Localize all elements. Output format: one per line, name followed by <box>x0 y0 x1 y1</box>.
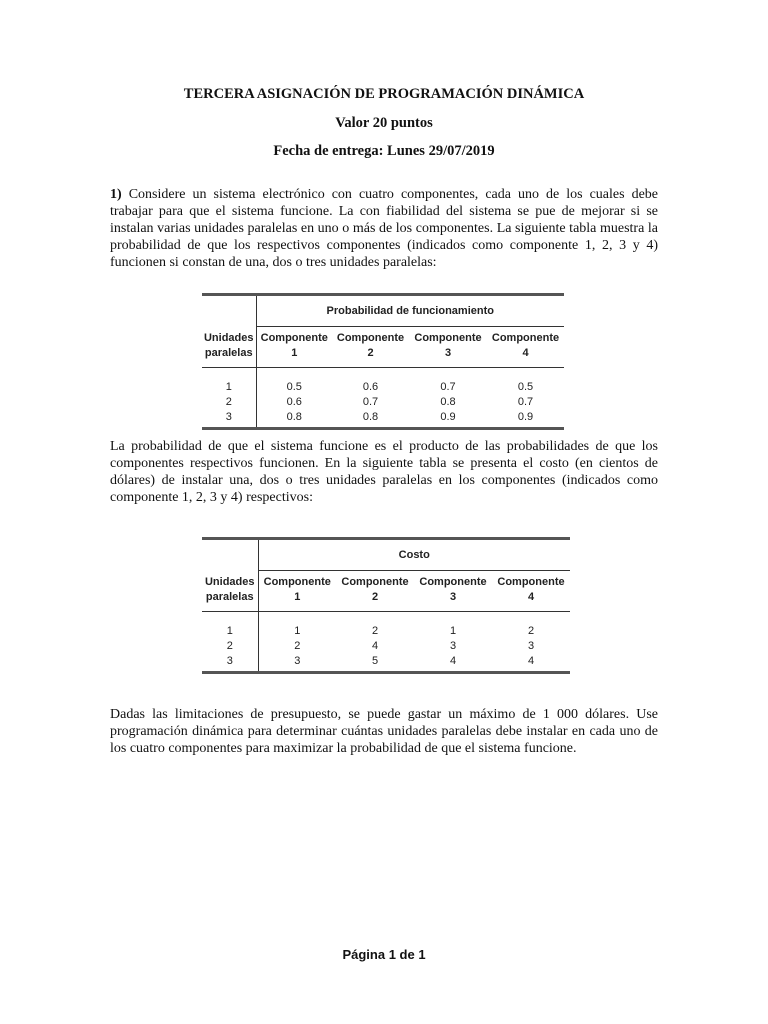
units-cell: 3 <box>202 654 258 673</box>
component-header-number: 4 <box>522 347 529 359</box>
table-cell: 3 <box>449 640 457 652</box>
probability-table-title: Probabilidad de funcionamiento <box>256 295 564 327</box>
table-row <box>202 410 564 429</box>
table-cell: 2 <box>258 639 336 654</box>
table-cell: 0.7 <box>362 396 379 408</box>
component-header <box>492 571 570 612</box>
table-cell: 0.6 <box>362 381 379 393</box>
component-header-number: 1 <box>291 347 298 359</box>
table-cell: 4 <box>414 654 492 673</box>
table-cell: 1 <box>258 612 336 640</box>
units-cell: 1 <box>225 381 232 393</box>
table-cell: 0.8 <box>440 396 456 408</box>
component-header-number: 3 <box>444 347 452 359</box>
units-header-line1: Unidades <box>204 575 255 588</box>
point-value: Valor 20 puntos <box>335 115 433 131</box>
problem-closing-text: Dadas las limitaciones de presupuesto, se puede gastar un máximo de 1 000 dólares. Use programación dinámica para determinar cuántas unidades paralelas debe instalar en cada uno de los cuatro componentes para maximizar la probabilidad de que el sistema funcione. <box>110 707 658 756</box>
units-header-line2: paralelas <box>204 346 253 359</box>
component-header <box>409 327 487 368</box>
component-header-label: Componente <box>260 332 328 344</box>
problem-number: 1) <box>110 187 122 202</box>
component-header <box>258 571 336 612</box>
component-header-label: Componente <box>414 332 482 344</box>
problem-intro-text: Considere un sistema electrónico con cuatro componentes, cada uno de los cuales debe trabajar para que el sistema funcione. La con fiabilidad del sistema se pue de mejorar si se instalan varias unidades paralelas en uno o más de los componentes. La siguiente tabla muestra la probabilidad de que los respectivos componentes (indicados como componente 1, 2, 3 y 4) funcionen si constan de una, dos o tres unidades paralelas: <box>110 187 659 270</box>
problem-middle-text: La probabilidad de que el sistema funcione es el producto de las probabilidades de que los componentes respectivos funcionen. En la siguiente tabla se presenta el costo (en cientos de dólares) de instalar una, dos o tres unidades paralelas en los componentes (indicados como componente 1, 2, 3 y 4) respectivos: <box>110 439 658 505</box>
component-header-label: Componente <box>497 576 565 588</box>
component-header-number: 3 <box>449 591 457 603</box>
component-header-label: Componente <box>491 332 560 344</box>
table-cell: 4 <box>492 654 570 673</box>
component-header-number: 2 <box>371 591 379 603</box>
table-row <box>202 612 570 640</box>
component-header-label: Componente <box>263 576 331 588</box>
component-header-label: Componente <box>336 332 405 344</box>
table-cell: 0.6 <box>256 395 332 410</box>
table-cell: 0.9 <box>409 410 487 429</box>
component-header-number: 1 <box>294 591 301 603</box>
component-header-label: Componente <box>419 576 487 588</box>
component-header-label: Componente <box>341 576 409 588</box>
component-header-number: 2 <box>367 347 374 359</box>
table-cell: 2 <box>527 625 535 637</box>
table-cell: 0.5 <box>517 381 534 393</box>
table-cell: 1 <box>449 625 457 637</box>
table-cell: 4 <box>371 640 379 652</box>
table-row <box>202 368 564 396</box>
component-header-number: 4 <box>527 591 535 603</box>
table-cell: 0.5 <box>256 368 332 396</box>
table-corner <box>202 295 256 327</box>
table-cell: 3 <box>527 640 535 652</box>
probability-table <box>202 293 564 430</box>
units-cell: 3 <box>202 410 256 429</box>
units-cell: 2 <box>226 640 233 652</box>
table-row <box>202 639 570 654</box>
page-number: Página 1 de 1 <box>342 947 426 962</box>
due-date: Fecha de entrega: Lunes 29/07/2019 <box>273 143 495 159</box>
table-cell: 3 <box>258 654 336 673</box>
component-header <box>414 571 492 612</box>
table-cell: 0.9 <box>487 410 564 429</box>
component-header <box>336 571 414 612</box>
document-title: TERCERA ASIGNACIÓN DE PROGRAMACIÓN DINÁMICA <box>183 86 585 102</box>
units-cell: 2 <box>225 396 232 408</box>
units-header-line1: Unidades <box>203 331 254 344</box>
units-header <box>202 571 258 612</box>
units-cell: 1 <box>226 625 233 637</box>
component-header <box>487 327 564 368</box>
component-header <box>332 327 409 368</box>
table-row <box>202 654 570 673</box>
cost-table-title: Costo <box>258 539 570 571</box>
table-cell: 5 <box>336 654 414 673</box>
units-header-line2: paralelas <box>205 590 254 603</box>
units-header <box>202 327 256 368</box>
table-corner <box>202 539 258 571</box>
problem-intro <box>110 186 658 271</box>
table-row <box>202 395 564 410</box>
cost-table <box>202 537 570 674</box>
table-cell: 2 <box>371 625 379 637</box>
table-cell: 0.7 <box>517 396 534 408</box>
table-cell: 0.8 <box>332 410 409 429</box>
component-header <box>256 327 332 368</box>
table-cell: 0.8 <box>256 410 332 429</box>
table-cell: 0.7 <box>440 381 456 393</box>
